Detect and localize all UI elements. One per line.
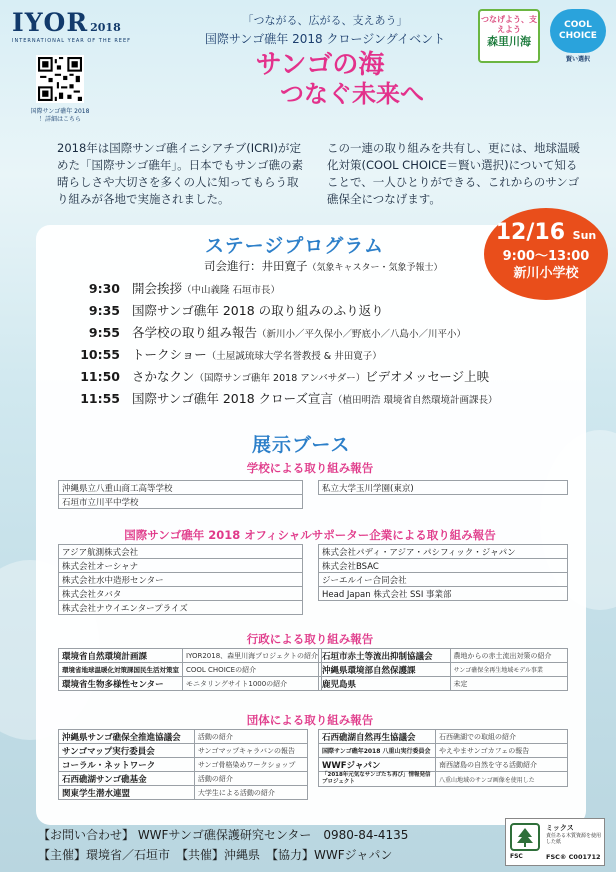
booth-activity: 大学生による活動の紹介	[194, 786, 307, 800]
iyor-logo	[12, 8, 131, 44]
booth-name: コーラル・ネットワーク	[59, 758, 195, 772]
table-row	[319, 758, 568, 772]
sponsor-table-left	[58, 544, 303, 615]
table-row	[59, 677, 322, 691]
booth-name: WWFジャパン	[319, 758, 436, 772]
booth-name: 沖縄県サンゴ礁保全推進協議会	[59, 730, 195, 744]
booth-name: Head Japan 株式会社 SSI 事業部	[319, 587, 568, 601]
table-row	[319, 573, 568, 587]
program-note: （国際サンゴ礁年 2018 アンバサダー）	[194, 373, 366, 384]
booth-activity: 南西諸島の自然を守る活動紹介	[436, 758, 568, 772]
booth-name: ジーエルイー合同会社	[319, 573, 568, 587]
program-row	[60, 322, 580, 344]
fsc-mark: FSC	[510, 853, 523, 860]
program-row	[60, 366, 580, 388]
program-note: （土屋誠琉球大学名誉教授 & 井田寛子）	[206, 351, 382, 362]
booth-activity: 農地からの赤土流出対策の紹介	[450, 649, 568, 663]
table-row	[319, 663, 568, 677]
event-place: 新川小学校	[513, 266, 579, 281]
intro-left: 2018年は国際サンゴ礁イニシアチブ(ICRI)が定めた「国際サンゴ礁年」。日本でもサンゴ礁の素晴らしさや大切さを多くの人に知ってもらう取り組みが各地で実施されました。	[57, 141, 304, 206]
organizers-line: 【主催】環境省／石垣市 【共催】沖縄県 【協力】WWFジャパン	[38, 848, 393, 862]
booth-activity: サンゴ骨格染めワークショップ	[194, 758, 307, 772]
mc-note: （気象キャスター・気象予報士）	[307, 263, 443, 273]
booth-name: 株式会社パディ・アジア・パシフィック・ジャパン	[319, 545, 568, 559]
program-title: 国際サンゴ礁年 2018 の取り組みのふり返り	[132, 303, 384, 318]
booth-activity: サンゴ礁保全再生地域モデル事業	[450, 663, 568, 677]
table-row	[59, 730, 308, 744]
program-row	[60, 278, 580, 300]
gov-table-right	[318, 648, 568, 691]
table-row	[59, 587, 303, 601]
qr-caption-line: 国際サンゴ礁年 2018	[30, 108, 90, 115]
mc-label: 司会進行：井田寛子	[204, 259, 308, 273]
cool-choice-badge	[550, 9, 606, 63]
program-title: 開会挨拶	[132, 281, 183, 296]
booth-name: 沖縄県環境部自然保護課	[319, 663, 451, 677]
program-note: （植田明浩 環境省自然環境計画課長）	[333, 395, 498, 406]
cool-choice-caption: 賢い選択	[565, 56, 590, 63]
table-row	[319, 677, 568, 691]
table-row	[319, 772, 568, 787]
booth-name: 鹿児島県	[319, 677, 451, 691]
program-title: 各学校の取り組み報告	[132, 325, 258, 340]
booth-name: 私立大学玉川学園(東京)	[319, 481, 568, 495]
program-time: 9:35	[88, 303, 120, 318]
morisato-badge	[478, 9, 540, 63]
gov-section-heading: 行政による取り組み報告	[246, 632, 374, 646]
fsc-code: FSC® C001712	[546, 853, 601, 861]
program-time: 11:55	[80, 391, 120, 406]
booth-name: 石西礁湖自然再生協議会	[319, 730, 436, 744]
table-row	[59, 601, 303, 615]
table-row	[319, 587, 568, 601]
fsc-label	[505, 818, 605, 866]
booth-name: 「2018年元気なサンゴたち再び」情報発信プロジェクト	[319, 772, 436, 787]
contact-line: 【お問い合わせ】 WWFサンゴ礁保護研究センター 0980-84-4135	[38, 828, 409, 842]
logo-subtitle: INTERNATIONAL YEAR OF THE REEF	[12, 38, 132, 44]
sponsor-table-right	[318, 544, 568, 601]
booth-name: 沖縄県立八重山商工高等学校	[59, 481, 303, 495]
booth-activity: 八重山地域のサンゴ画像を使用した	[436, 772, 568, 787]
program-row	[60, 344, 580, 366]
fsc-text: 責任ある木質資源を使用した紙	[546, 833, 602, 845]
cool-choice-logo: COOL CHOICE	[550, 9, 606, 53]
program-time: 9:55	[88, 325, 120, 340]
mc-line	[204, 258, 443, 274]
table-row	[59, 481, 303, 495]
booth-name: 株式会社ナウイエンタープライズ	[59, 601, 303, 615]
logo-year: 2018	[90, 21, 121, 34]
table-row	[319, 649, 568, 663]
badge-main-text: 森里川海	[487, 35, 531, 48]
table-row	[59, 663, 322, 677]
booth-name: 石垣市立川平中学校	[59, 495, 303, 509]
program-row	[60, 300, 580, 322]
program-row	[60, 388, 580, 410]
program-time: 10:55	[80, 347, 120, 362]
school-table-left	[58, 480, 303, 509]
booth-activity: IYOR2018、森里川海プロジェクトの紹介	[183, 649, 322, 663]
booth-activity: 活動の紹介	[194, 730, 307, 744]
table-row	[319, 545, 568, 559]
booth-activity: 活動の紹介	[194, 772, 307, 786]
booth-name: 国際サンゴ礁年2018 八重山実行委員会	[319, 744, 436, 758]
school-table-right	[318, 480, 568, 495]
booth-name: 環境省生物多様性センター	[59, 677, 183, 691]
exhibit-heading: 展示ブース	[252, 434, 351, 456]
program-time: 9:30	[88, 281, 120, 296]
program-note: （中山義隆 石垣市長）	[182, 285, 281, 296]
tagline: 「つながる、広がる、支えあう」	[242, 14, 408, 27]
fsc-tree-icon	[512, 825, 538, 849]
booth-name: 環境省地球温暖化対策課国民生活対策室	[59, 663, 183, 677]
table-row	[59, 559, 303, 573]
sponsor-section-heading: 国際サンゴ礁年 2018 オフィシャルサポーター企業による取り組み報告	[124, 528, 496, 542]
table-row	[59, 545, 303, 559]
booth-name: アジア航測株式会社	[59, 545, 303, 559]
booth-name: 関東学生潜水連盟	[59, 786, 195, 800]
booth-activity: 未定	[450, 677, 568, 691]
logo-text: IYOR	[12, 8, 89, 37]
qr-caption-line: ！詳細はこちら	[38, 116, 81, 123]
table-row	[59, 772, 308, 786]
event-date: 12/16	[495, 220, 565, 245]
badge-top-text: つなげよう、支えよう	[481, 15, 537, 34]
booth-activity: サンゴマップキャラバンの報告	[194, 744, 307, 758]
table-row	[59, 758, 308, 772]
qr-code-icon[interactable]	[36, 55, 84, 103]
table-row	[59, 786, 308, 800]
program-title-suffix: ビデオメッセージ上映	[365, 369, 490, 384]
qr-caption	[18, 108, 102, 124]
stage-program-list	[60, 278, 580, 410]
school-section-heading: 学校による取り組み報告	[246, 461, 374, 475]
intro-right: この一連の取り組みを共有し、更には、地球温暖化対策(COOL CHOICE＝賢い選択)について知ることで、一人ひとりができる、これからのサンゴ礁保全につなげます。	[327, 141, 580, 206]
catch-copy-line1: サンゴの海	[255, 50, 385, 80]
org-table-left	[58, 729, 308, 800]
program-title: トークショー	[132, 347, 207, 362]
catch-copy-line2: つなぐ未来へ	[280, 80, 424, 108]
program-title: さかなクン	[132, 369, 195, 384]
booth-activity: 石西礁湖での取組の紹介	[436, 730, 568, 744]
booth-name: サンゴマップ実行委員会	[59, 744, 195, 758]
booth-activity: モニタリングサイト1000の紹介	[183, 677, 322, 691]
program-note: （新川小／平久保小／野底小／八島小／川平小）	[257, 329, 467, 340]
gov-table-left	[58, 648, 322, 691]
booth-name: 環境省自然環境計画課	[59, 649, 183, 663]
table-row	[59, 573, 303, 587]
table-row	[319, 730, 568, 744]
booth-activity: COOL CHOICEの紹介	[183, 663, 322, 677]
event-title: 国際サンゴ礁年 2018 クロージングイベント	[204, 32, 446, 46]
booth-activity: やえやまサンゴカフェの報告	[436, 744, 568, 758]
table-row	[59, 744, 308, 758]
table-row	[59, 495, 303, 509]
booth-name: 株式会社BSAC	[319, 559, 568, 573]
table-row	[59, 649, 322, 663]
org-table-right	[318, 729, 568, 787]
event-weekday: Sun	[572, 229, 597, 242]
table-row	[319, 559, 568, 573]
event-time: 9:00～13:00	[502, 249, 590, 264]
booth-name: 株式会社タバタ	[59, 587, 303, 601]
fsc-mix: ミックス	[546, 824, 574, 832]
stage-heading: ステージプログラム	[205, 235, 385, 257]
fsc-tree-icon	[510, 823, 540, 851]
program-title: 国際サンゴ礁年 2018 クローズ宣言	[132, 391, 334, 406]
booth-name: 石垣市赤土等流出抑制協議会	[319, 649, 451, 663]
program-time: 11:50	[80, 369, 120, 384]
booth-name: 石西礁湖サンゴ礁基金	[59, 772, 195, 786]
booth-name: 株式会社水中造形センター	[59, 573, 303, 587]
table-row	[319, 744, 568, 758]
org-section-heading: 団体による取り組み報告	[246, 713, 374, 727]
booth-name: 株式会社オーシャナ	[59, 559, 303, 573]
table-row	[319, 481, 568, 495]
